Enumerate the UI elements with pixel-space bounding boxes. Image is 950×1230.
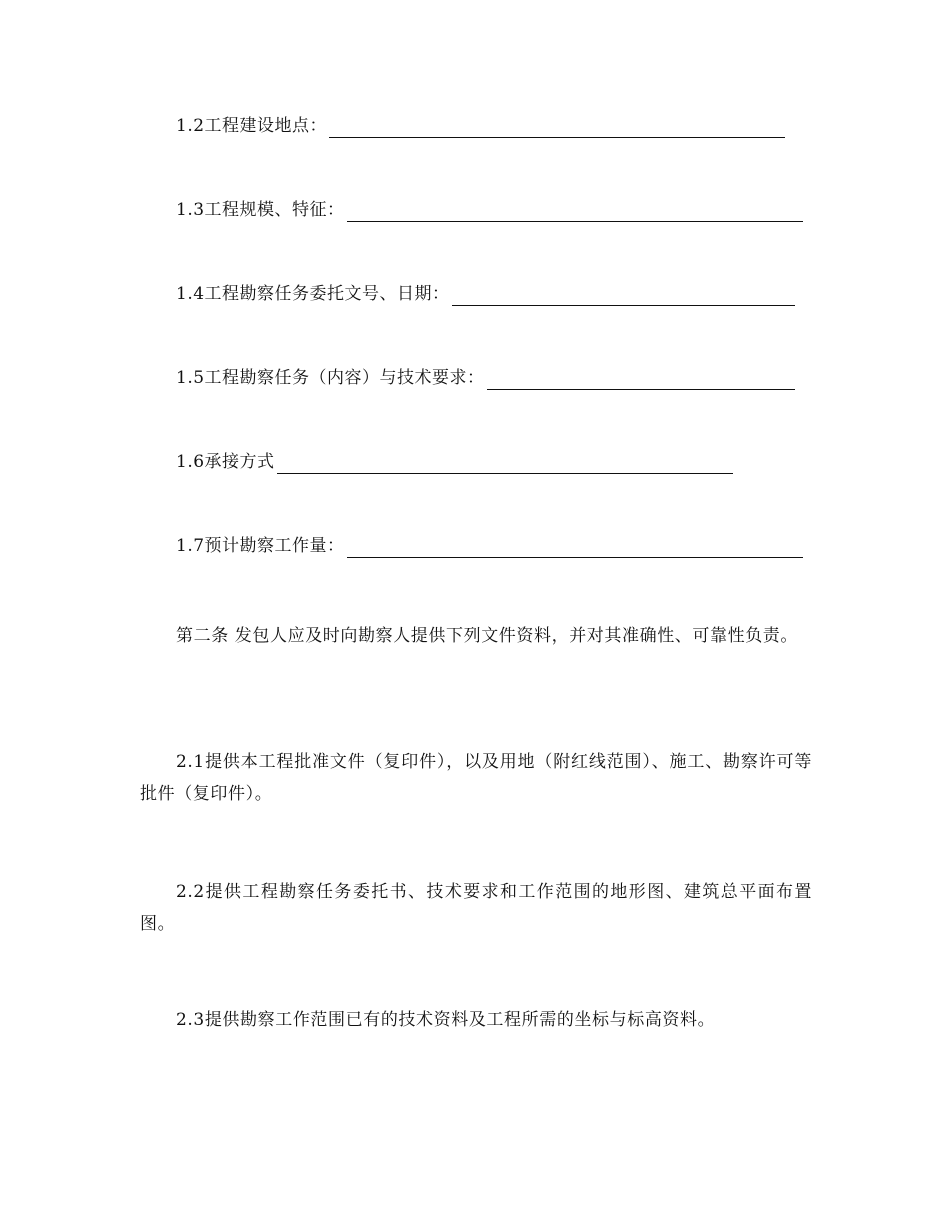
field-label: 1.4工程勘察任务委托文号、日期： bbox=[176, 284, 450, 304]
field-commission-number-date bbox=[176, 282, 795, 306]
field-label: 1.6承接方式 bbox=[176, 452, 275, 472]
fill-in-blank[interactable] bbox=[347, 537, 803, 558]
fill-in-blank[interactable] bbox=[487, 369, 795, 390]
article-2-item-2: 2.2提供工程勘察任务委托书、技术要求和工作范围的地形图、建筑总平面布置图。 bbox=[140, 882, 812, 934]
field-contract-method bbox=[176, 450, 733, 474]
field-task-requirements bbox=[176, 366, 795, 390]
field-label: 1.7预计勘察工作量： bbox=[176, 536, 345, 556]
article-2-item-1: 2.1提供本工程批准文件（复印件），以及用地（附红线范围）、施工、勘察许可等批件（复印件）。 bbox=[140, 752, 812, 804]
article-2-item-3: 2.3提供勘察工作范围已有的技术资料及工程所需的坐标与标高资料。 bbox=[176, 1010, 716, 1030]
article-2-heading: 第二条 发包人应及时向勘察人提供下列文件资料，并对其准确性、可靠性负责。 bbox=[176, 626, 799, 646]
field-label: 1.5工程勘察任务（内容）与技术要求： bbox=[176, 368, 485, 388]
field-label: 1.2工程建设地点： bbox=[176, 116, 328, 136]
fill-in-blank[interactable] bbox=[347, 201, 803, 222]
fill-in-blank[interactable] bbox=[329, 117, 785, 138]
fill-in-blank[interactable] bbox=[452, 285, 795, 306]
field-estimated-workload bbox=[176, 534, 803, 558]
field-construction-site bbox=[176, 114, 785, 138]
fill-in-blank[interactable] bbox=[277, 453, 733, 474]
field-label: 1.3工程规模、特征： bbox=[176, 200, 345, 220]
field-project-scale bbox=[176, 198, 803, 222]
